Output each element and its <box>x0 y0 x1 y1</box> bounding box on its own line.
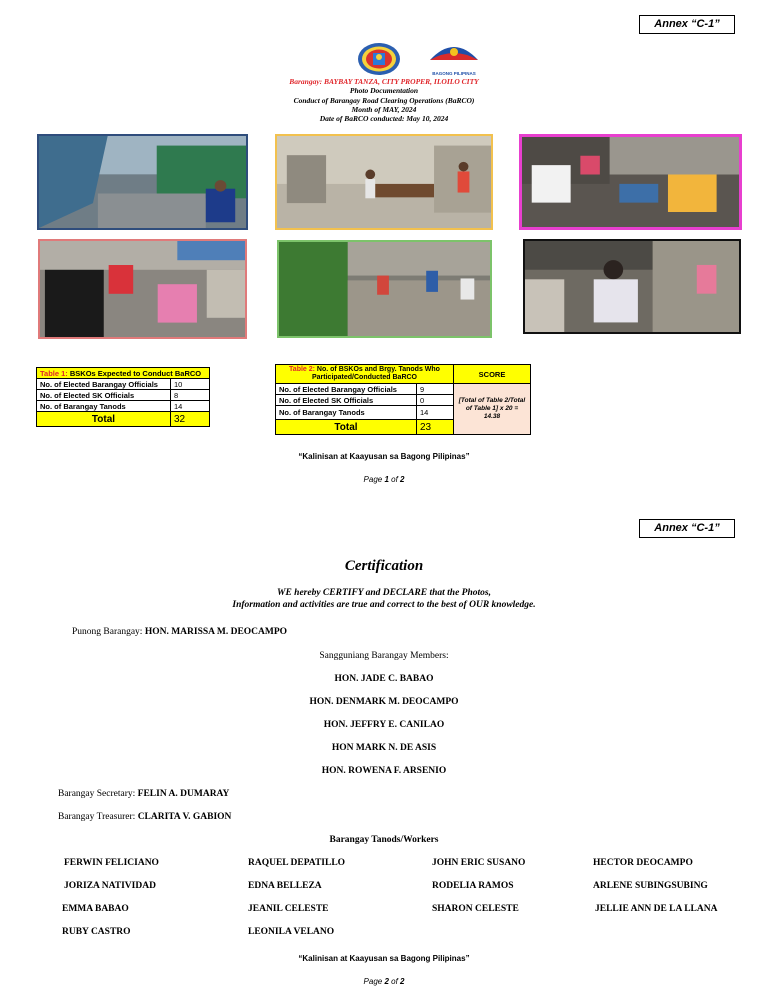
table-2-title-row <box>276 365 531 384</box>
tanod-name: HECTOR DEOCAMPO <box>593 858 693 868</box>
tanod-name: EDNA BELLEZA <box>248 881 322 891</box>
table-cell-label: No. of Barangay Tanods <box>276 406 417 420</box>
certification-statement <box>0 587 768 611</box>
motto-page1: “Kalinisan at Kaayusan sa Bagong Pilipinas” <box>298 452 470 461</box>
table-cell-label: No. of Elected Barangay Officials <box>37 379 171 390</box>
tanod-name: ARLENE SUBINGSUBING <box>593 881 708 891</box>
table-2-title <box>276 365 454 384</box>
page-prefix: Page <box>363 977 385 986</box>
page-total: 2 <box>400 475 405 484</box>
barangay-seal-logo <box>356 42 402 76</box>
tanod-name: JORIZA NATIVIDAD <box>64 881 156 891</box>
bagong-pilipinas-text: BAGONG PILIPINAS <box>432 71 476 76</box>
barangay-line: Barangay: BAYBAY TANZA, CITY PROPER, ILOILO CITY <box>289 77 479 86</box>
bagong-pilipinas-logo <box>424 40 484 76</box>
motto-page2: “Kalinisan at Kaayusan sa Bagong Pilipinas” <box>298 954 470 963</box>
photo-4 <box>38 239 247 339</box>
photo-5 <box>277 240 492 338</box>
sb-member: HON. DENMARK M. DEOCAMPO <box>309 697 459 707</box>
table-total-row <box>37 412 210 427</box>
annex-label-page2: Annex “C-1” <box>639 519 735 538</box>
tanod-name: RUBY CASTRO <box>62 927 131 937</box>
statement-line-2: Information and activities are true and correct to the best of OUR knowledge. <box>232 600 536 610</box>
table-1-title-prefix: Table 1: <box>40 368 68 378</box>
table-row <box>37 390 210 401</box>
table-cell-label: No. of Elected Barangay Officials <box>276 384 417 395</box>
header-date: Date of BaRCO conducted: May 10, 2024 <box>319 114 449 124</box>
page-current: 1 <box>384 475 389 484</box>
table-cell-label: No. of Barangay Tanods <box>37 401 171 412</box>
tanod-name: SHARON CELESTE <box>432 904 519 914</box>
table-cell-label: No. of Elected SK Officials <box>276 395 417 406</box>
page-current: 2 <box>384 977 389 986</box>
punong-barangay-line <box>72 627 287 637</box>
certification-title: Certification <box>344 558 424 574</box>
page-of: of <box>388 475 401 484</box>
table-cell-value: 8 <box>171 390 210 401</box>
table-cell-value: 14 <box>417 406 454 420</box>
table-cell-label: No. of Elected SK Officials <box>37 390 171 401</box>
sb-members-label: Sangguniang Barangay Members: <box>319 651 449 661</box>
sb-member: HON MARK N. DE ASIS <box>331 743 437 753</box>
tanod-name: JEANIL CELESTE <box>248 904 329 914</box>
treasurer-name: CLARITA V. GABION <box>137 812 232 822</box>
table-2-bskos-participated <box>275 364 531 435</box>
sb-member: HON. JADE C. BABAO <box>334 674 434 684</box>
photo-6 <box>523 239 741 334</box>
tanods-label: Barangay Tanods/Workers <box>329 835 439 845</box>
table-row <box>276 384 531 395</box>
header-subtitle: Conduct of Barangay Road Clearing Operations (BaRCO) <box>293 95 475 105</box>
score-header: SCORE <box>454 365 531 384</box>
table-1-title-row <box>37 368 210 379</box>
table-total-label: Total <box>37 412 171 427</box>
punong-label: Punong Barangay: <box>72 627 145 637</box>
tanod-name: FERWIN FELICIANO <box>64 858 159 868</box>
header-title: Photo Documentation <box>349 86 419 96</box>
barangay-treasurer-line <box>58 812 231 822</box>
treasurer-label: Barangay Treasurer: <box>58 812 138 822</box>
table-cell-value: 10 <box>171 379 210 390</box>
page-of: of <box>388 977 401 986</box>
tanod-name: JOHN ERIC SUSANO <box>432 858 526 868</box>
photo-2 <box>275 134 493 230</box>
statement-line-1: WE hereby CERTIFY and DECLARE that the Photos, <box>277 588 491 598</box>
tanod-name: RODELIA RAMOS <box>432 881 514 891</box>
annex-label-page1: Annex “C-1” <box>639 15 735 34</box>
secretary-label: Barangay Secretary: <box>58 789 138 799</box>
table-1-bskos-expected <box>36 367 210 427</box>
table-row <box>37 379 210 390</box>
table-total-label: Total <box>276 420 417 435</box>
table-total-value: 23 <box>417 420 454 435</box>
tanod-name: RAQUEL DEPATILLO <box>248 858 346 868</box>
sb-member: HON. JEFFRY E. CANILAO <box>323 720 445 730</box>
sb-member: HON. ROWENA F. ARSENIO <box>321 766 447 776</box>
table-total-value: 32 <box>171 412 210 427</box>
table-1-title-rest: BSKOs Expected to Conduct BaRCO <box>67 368 202 378</box>
table-2-title-rest: No. of BSKOs and Brgy. Tanods Who Participated/Conducted BaRCO <box>311 366 440 381</box>
page-number-2 <box>0 977 768 986</box>
table-1-title <box>37 368 210 379</box>
table-cell-value: 0 <box>417 395 454 406</box>
page-total: 2 <box>400 977 405 986</box>
document-header <box>0 77 768 123</box>
photo-3 <box>519 134 742 230</box>
page-number-1 <box>0 475 768 484</box>
score-formula: [Total of Table 2/Total of Table 1] x 20 = 14.38 <box>454 384 531 435</box>
barangay-secretary-line <box>58 789 229 799</box>
tanod-name: LEONILA VELANO <box>248 927 335 937</box>
page-prefix: Page <box>363 475 385 484</box>
tanod-name: JELLIE ANN DE LA LLANA <box>595 904 718 914</box>
table-cell-value: 14 <box>171 401 210 412</box>
tanod-name: EMMA BABAO <box>62 904 129 914</box>
table-row <box>37 401 210 412</box>
punong-name: HON. MARISSA M. DEOCAMPO <box>144 627 288 637</box>
photo-1 <box>37 134 248 230</box>
secretary-name: FELIN A. DUMARAY <box>137 789 230 799</box>
table-2-title-prefix: Table 2: <box>289 366 315 373</box>
table-cell-value: 9 <box>417 384 454 395</box>
header-month: Month of MAY, 2024 <box>351 104 417 114</box>
